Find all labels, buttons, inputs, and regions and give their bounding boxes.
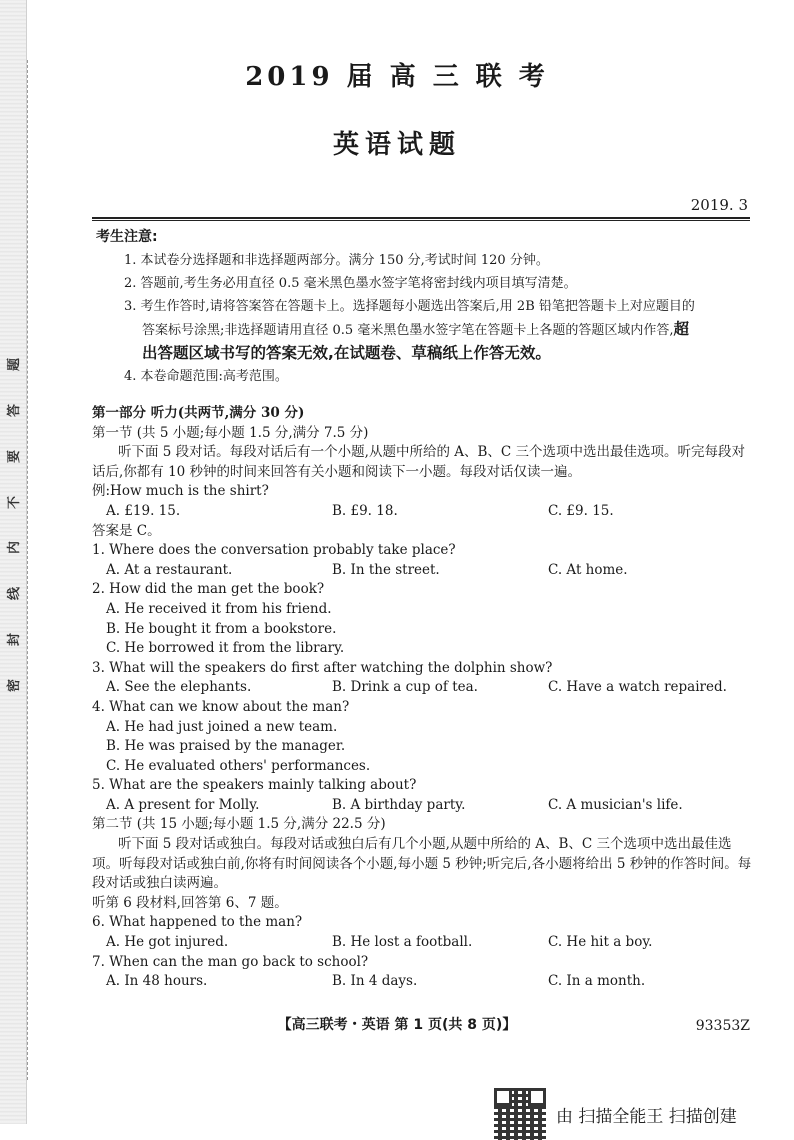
option: A. See the elephants. [106, 679, 252, 696]
margin-char: 密 [7, 678, 23, 692]
listening-section [92, 404, 754, 992]
margin-char: 不 [7, 495, 23, 509]
option-row [92, 933, 754, 953]
notice-text: 答案标号涂黑;非选择题请用直径 0.5 毫米黑色墨水签字笔在答题卡上各题的答题区域内作答, [142, 323, 674, 338]
option: A. At a restaurant. [106, 561, 233, 578]
question: 1. Where does the conversation probably take place? [92, 542, 456, 559]
option-row [92, 502, 754, 522]
option: B. He bought it from a bookstore. [106, 620, 337, 637]
option: B. In 4 days. [332, 973, 418, 990]
option: B. He was praised by the manager. [106, 738, 346, 755]
seal-line [27, 60, 28, 1080]
scanner-watermark: 由 扫描全能王 扫描创建 [556, 1107, 737, 1127]
margin-char: 要 [7, 449, 23, 463]
notice-title: 考生注意: [96, 229, 158, 245]
notice-item: 2. 答题前,考生务必用直径 0.5 毫米黑色墨水签字笔将密封线内项目填写清楚。 [124, 276, 577, 291]
section-instructions: 听下面 5 段对话。每段对话后有一个小题,从题中所给的 A、B、C 三个选项中选出最佳选项。听完每段对话后,你都有 10 秒钟的时间来回答有关小题和阅读下一小题。每段对话仅读一遍。 [92, 444, 746, 480]
question: 6. What happened to the man? [92, 914, 303, 931]
option: A. In 48 hours. [106, 973, 208, 990]
option: A. He received it from his friend. [106, 600, 332, 617]
question: 7. When can the man go back to school? [92, 953, 369, 970]
notice-item-continued [96, 318, 756, 342]
candidate-notice [96, 226, 756, 388]
option: C. At home. [548, 561, 628, 578]
option-row [92, 972, 754, 992]
margin-char: 答 [7, 403, 23, 417]
section-heading: 第一节 (共 5 小题;每小题 1.5 分,满分 7.5 分) [92, 424, 369, 441]
question: 3. What will the speakers do first after watching the dolphin show? [92, 659, 553, 676]
margin-char: 封 [7, 633, 23, 647]
option: C. He evaluated others' performances. [106, 757, 371, 774]
notice-emphasis-line: 出答题区域书写的答案无效,在试题卷、草稿纸上作答无效。 [142, 344, 551, 362]
example-answer: 答案是 C。 [92, 522, 161, 539]
paper-code: 93353Z [695, 1018, 750, 1034]
option: C. A musician's life. [548, 796, 683, 813]
option-stack [92, 718, 754, 777]
option: C. Have a watch repaired. [548, 679, 727, 696]
option: A. £19. 15. [106, 502, 181, 519]
margin-char: 内 [7, 541, 23, 555]
question: 4. What can we know about the man? [92, 698, 350, 715]
material-instruction: 听第 6 段材料,回答第 6、7 题。 [92, 894, 288, 911]
option: B. £9. 18. [332, 502, 398, 519]
option-row [92, 796, 754, 816]
margin-char: 题 [7, 357, 23, 372]
notice-item: 4. 本卷命题范围:高考范围。 [124, 369, 288, 384]
option-row [92, 678, 754, 698]
question: 5. What are the speakers mainly talking about? [92, 777, 417, 794]
option: A. He got injured. [106, 934, 229, 951]
notice-item: 3. 考生作答时,请将答案答在答题卡上。选择题每小题选出答案后,用 2B 铅笔把答题卡上对应题目的 [124, 299, 695, 314]
option: B. In the street. [332, 561, 440, 578]
seal-line-warning [3, 355, 23, 695]
exam-subtitle: 英语试题 [332, 130, 461, 160]
part-heading: 第一部分 听力(共两节,满分 30 分) [92, 405, 305, 421]
option: C. He borrowed it from the library. [106, 640, 345, 657]
notice-emphasis: 超 [673, 320, 689, 338]
example-question: 例:How much is the shirt? [92, 483, 269, 500]
option: B. He lost a football. [332, 934, 473, 951]
option: B. Drink a cup of tea. [332, 679, 478, 696]
option: C. He hit a boy. [548, 934, 653, 951]
option-row [92, 561, 754, 581]
section-instructions: 听下面 5 段对话或独白。每段对话或独白后有几个小题,从题中所给的 A、B、C 三个选项中选出最佳选项。听每段对话或独白前,你将有时间阅读各个小题,每小题 5 秒钟;听完后,各小题将给出 5 秒钟的作答时间。每段对话或独白读两遍。 [92, 836, 752, 892]
option: C. £9. 15. [548, 502, 614, 519]
option-stack [92, 600, 754, 659]
exam-title: 2019 届 高 三 联 考 [245, 62, 549, 92]
exam-date: 2019. 3 [690, 196, 748, 214]
qr-code-icon [494, 1088, 546, 1140]
option: A. A present for Molly. [106, 796, 260, 813]
option: C. In a month. [548, 973, 646, 990]
header-rule-thin [92, 220, 750, 221]
page-footer: 【高三联考・英语 第 1 页(共 8 页)】 [277, 1017, 517, 1033]
question: 2. How did the man get the book? [92, 581, 325, 598]
notice-item: 1. 本试卷分选择题和非选择题两部分。满分 150 分,考试时间 120 分钟。 [124, 253, 549, 268]
option: B. A birthday party. [332, 796, 466, 813]
margin-char: 线 [7, 587, 23, 601]
header-rule [92, 217, 750, 219]
section-heading: 第二节 (共 15 小题;每小题 1.5 分,满分 22.5 分) [92, 816, 386, 833]
option: A. He had just joined a new team. [106, 718, 338, 735]
